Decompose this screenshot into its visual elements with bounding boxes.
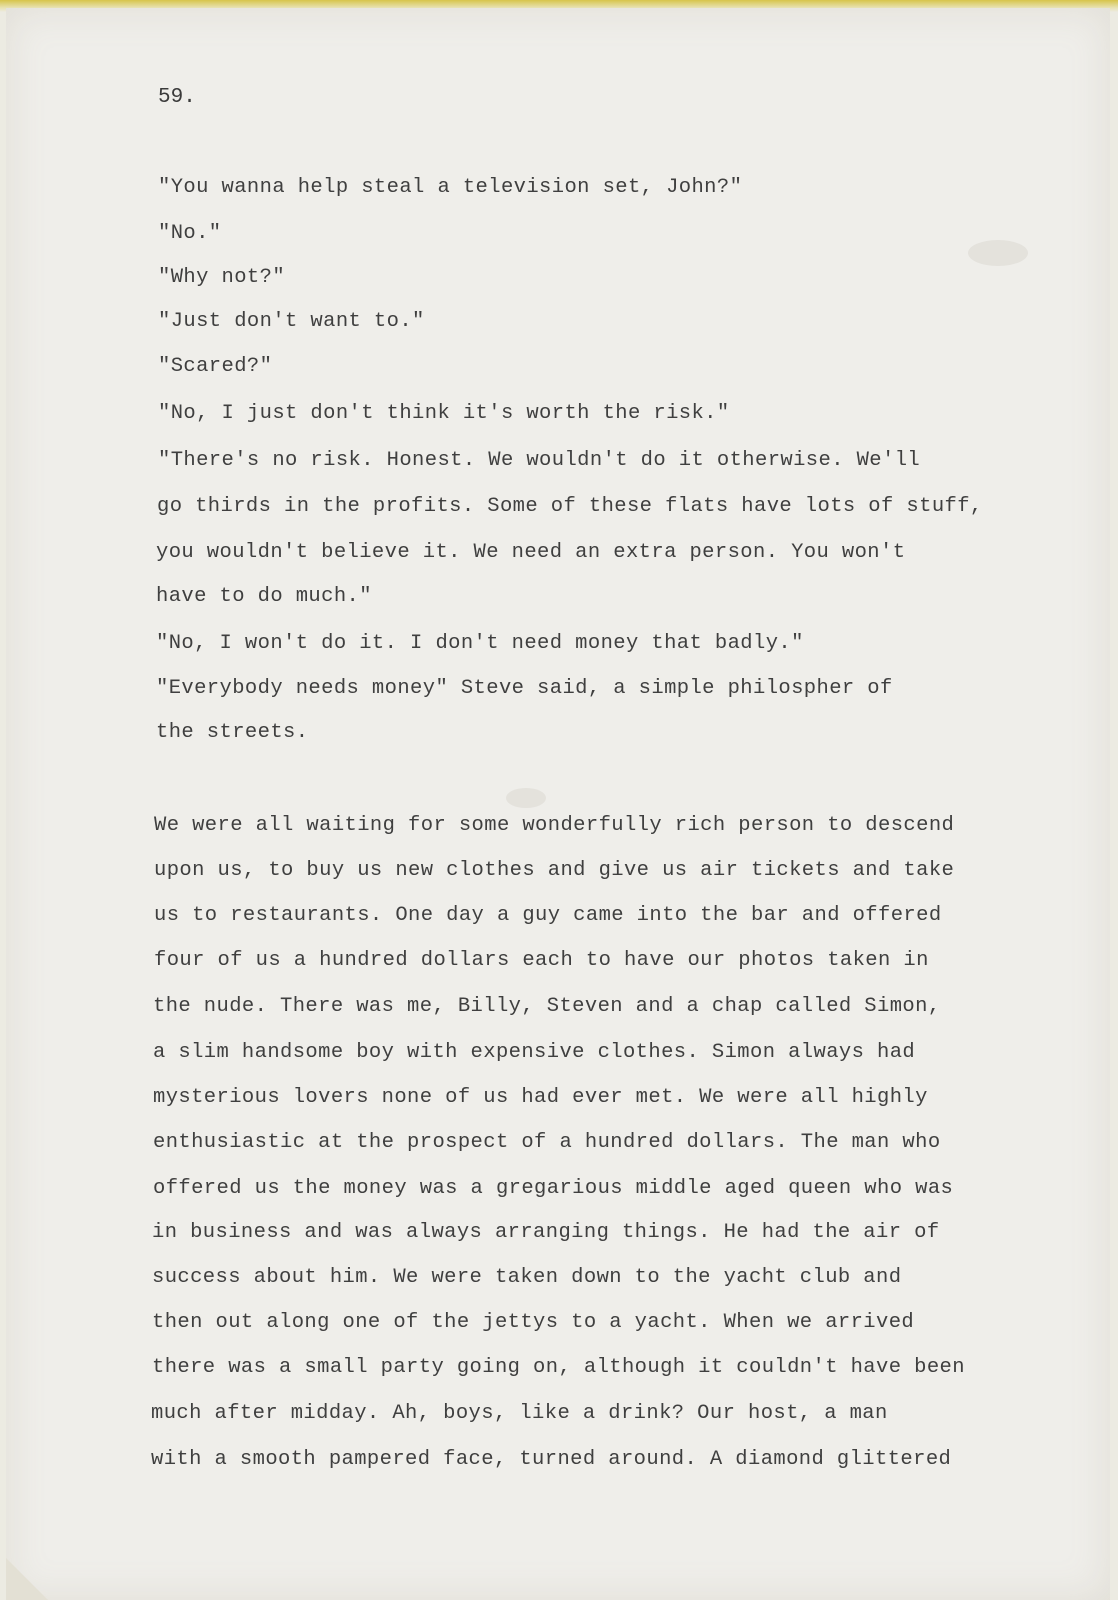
- dialogue-line: go thirds in the profits. Some of these flats have lots of stuff,: [157, 495, 983, 518]
- dialogue-line: "No, I won't do it. I don't need money that badly.": [156, 632, 804, 655]
- dialogue-line: "Why not?": [158, 266, 286, 289]
- paragraph-line: We were all waiting for some wonderfully rich person to descend: [154, 814, 955, 837]
- paragraph-line: with a smooth pampered face, turned around. A diamond glittered: [151, 1448, 952, 1471]
- dialogue-line: have to do much.": [156, 585, 372, 608]
- paragraph-line: a slim handsome boy with expensive clothes. Simon always had: [153, 1041, 916, 1064]
- paragraph-line: there was a small party going on, although it couldn't have been: [152, 1356, 965, 1379]
- paragraph-line: much after midday. Ah, boys, like a drink? Our host, a man: [151, 1402, 888, 1425]
- dialogue-line: "Everybody needs money" Steve said, a simple philospher of: [156, 677, 893, 700]
- paragraph-line: offered us the money was a gregarious middle aged queen who was: [153, 1177, 954, 1200]
- paragraph-line: the nude. There was me, Billy, Steven and a chap called Simon,: [153, 995, 941, 1018]
- paragraph-line: success about him. We were taken down to the yacht club and: [152, 1266, 902, 1289]
- paragraph-line: mysterious lovers none of us had ever met. We were all highly: [153, 1086, 928, 1109]
- dialogue-line: "There's no risk. Honest. We wouldn't do it otherwise. We'll: [158, 449, 921, 472]
- paragraph-line: enthusiastic at the prospect of a hundred dollars. The man who: [153, 1131, 941, 1154]
- dialogue-line: the streets.: [156, 721, 309, 744]
- dialogue-line: "You wanna help steal a television set, John?": [158, 176, 743, 199]
- paragraph-line: us to restaurants. One day a guy came into the bar and offered: [154, 904, 942, 927]
- dialogue-line: you wouldn't believe it. We need an extra person. You won't: [156, 541, 906, 564]
- paragraph-line: upon us, to buy us new clothes and give us air tickets and take: [154, 859, 955, 882]
- paragraph-line: in business and was always arranging things. He had the air of: [152, 1221, 940, 1244]
- page-number: 59.: [158, 86, 196, 109]
- dialogue-line: "Scared?": [158, 355, 273, 378]
- folded-corner: [6, 1558, 48, 1600]
- dialogue-line: "No.": [158, 222, 222, 245]
- dialogue-line: "No, I just don't think it's worth the risk.": [158, 402, 730, 425]
- paragraph-line: four of us a hundred dollars each to have our photos taken in: [154, 949, 929, 972]
- paragraph-line: then out along one of the jettys to a yacht. When we arrived: [152, 1311, 915, 1334]
- dialogue-line: "Just don't want to.": [158, 310, 425, 333]
- paper-stain: [506, 788, 546, 808]
- paper-stain: [968, 240, 1028, 266]
